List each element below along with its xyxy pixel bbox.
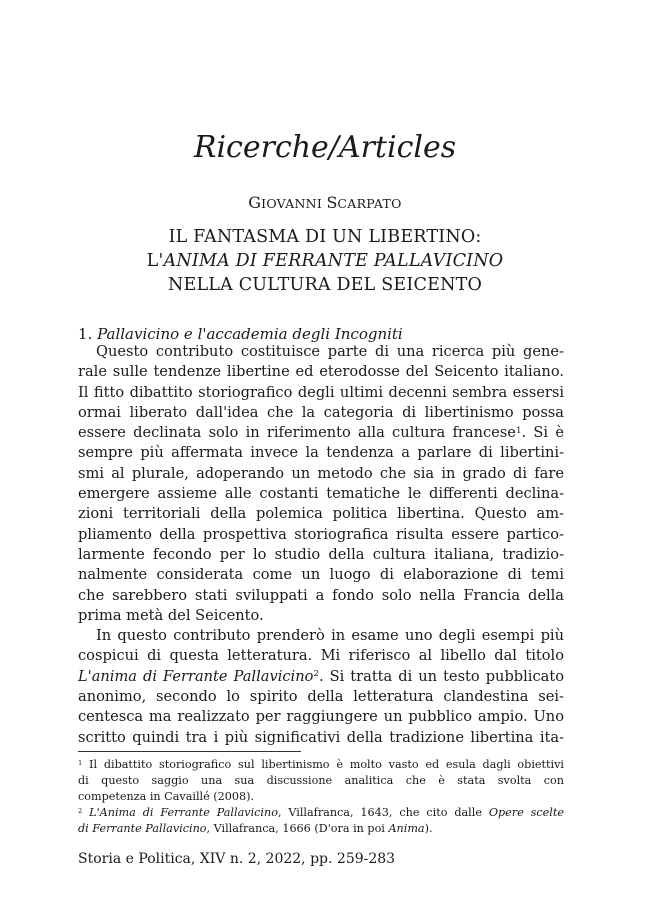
body-line: ormai liberato dall'idea che la categoria di libertinismo possa [78,403,564,421]
body-line [78,667,564,687]
body-line: zioni territoriali della polemica politica libertina. Questo am- [78,505,564,523]
footnote-text: ). [424,822,433,836]
body-line: Il fitto dibattito storiografico degli ultimi decenni sembra essersi [78,383,564,401]
footnote-italic: Anima [388,822,425,836]
author-last-rest: CARPATO [337,196,402,211]
title-line-2-italic: ANIMA DI FERRANTE PALLAVICINO [163,251,504,271]
body-line: prima metà del Seicento. [78,606,264,624]
section-heading-text: Pallavicino e l'accademia degli Incogniti [97,325,403,343]
body-line: centesca ma realizzato per raggiungere un pubblico ampio. Uno [78,708,564,726]
body-line: sempre più affermata invece la tendenza a parlare di libertini- [78,444,564,462]
footnote-ref-2: 2 [313,669,319,680]
footnote-text: , Villafranca, 1643, che cito dalle [277,806,489,820]
title-line-2 [0,249,650,273]
footnote-text: , Villafranca, 1666 (D'ora in poi [206,822,389,836]
body-line: smi al plurale, adoperando un metodo che sia in grado di fare [78,464,564,482]
footnote-line [78,757,564,773]
footnote-ref-1: 1 [515,425,522,436]
article-title [0,225,650,297]
author-name [0,193,650,214]
body-line-text: essere declinata solo in riferimento alla cultura francese [78,424,516,442]
footnote-mark-1: 1 [78,758,83,767]
title-line-2-prefix: L' [146,251,164,271]
body-line: rale sulle tendenze libertine ed eterodosse del Seicento italiano. [78,363,564,381]
footnote-mark-2: 2 [78,806,83,815]
body-line: larmente fecondo per lo studio della cultura italiana, tradizio- [78,545,564,563]
body-line: In questo contributo prenderò in esame uno degli esempi più [96,627,564,645]
body-line [78,423,564,443]
body-line-italic: L'anima di Ferrante Pallavicino [78,667,314,685]
footnote-italic: L'Anima di Ferrante Pallavicino [82,806,278,820]
body-line: che sarebbero stati sviluppati a fondo solo nella Francia della [78,586,564,604]
body-line: cospicui di questa letteratura. Mi riferisco al libello dal titolo [78,647,564,665]
footnote-italic: Opere scelte [488,806,564,820]
journal-citation: Storia e Politica, XIV n. 2, 2022, pp. 259-283 [78,851,396,867]
section-number: 1. [78,325,98,343]
body-line: anonimo, secondo lo spirito della letteratura clandestina sei- [78,688,564,706]
section-heading [78,324,578,344]
body-line: nalmente considerata come un luogo di elaborazione di temi [78,566,564,584]
title-line-3: NELLA CULTURA DEL SEICENTO [167,275,483,295]
footnotes [78,757,564,837]
footnote-line: competenza in Cavaillé (2008). [78,790,255,804]
body-line: Questo contributo costituisce parte di una ricerca più gene- [96,343,564,360]
title-line-1: IL FANTASMA DI UN LIBERTINO: [168,227,482,247]
body-line-text: . Si tratta di un testo pubblicato [318,667,564,685]
body-line: scritto quindi tra i più significativi della tradizione libertina ita- [78,728,564,746]
section-label: Ricerche/Articles [193,130,457,165]
footnote-separator [78,751,301,752]
author-first-initial: G [248,193,262,212]
footnote-italic: di Ferrante Pallavicino [78,822,207,836]
body-line-text: . Si è [521,424,565,442]
footnote-text: Il dibattito storiografico sul libertinismo è molto vasto ed esula dagli obiettivi [82,758,564,771]
author-last-initial: S [326,193,338,212]
footnote-line [78,805,564,821]
author-first-rest: IOVANNI [261,196,327,211]
body-text [78,342,564,748]
body-line: emergere assieme alle costanti tematiche le differenti declina- [78,485,564,503]
footnote-line [78,821,564,837]
footnote-line: di questo saggio una sua discussione analitica che è stata svolta con [78,774,564,788]
body-line: pliamento della prospettiva storiografica risulta essere partico- [78,525,564,543]
